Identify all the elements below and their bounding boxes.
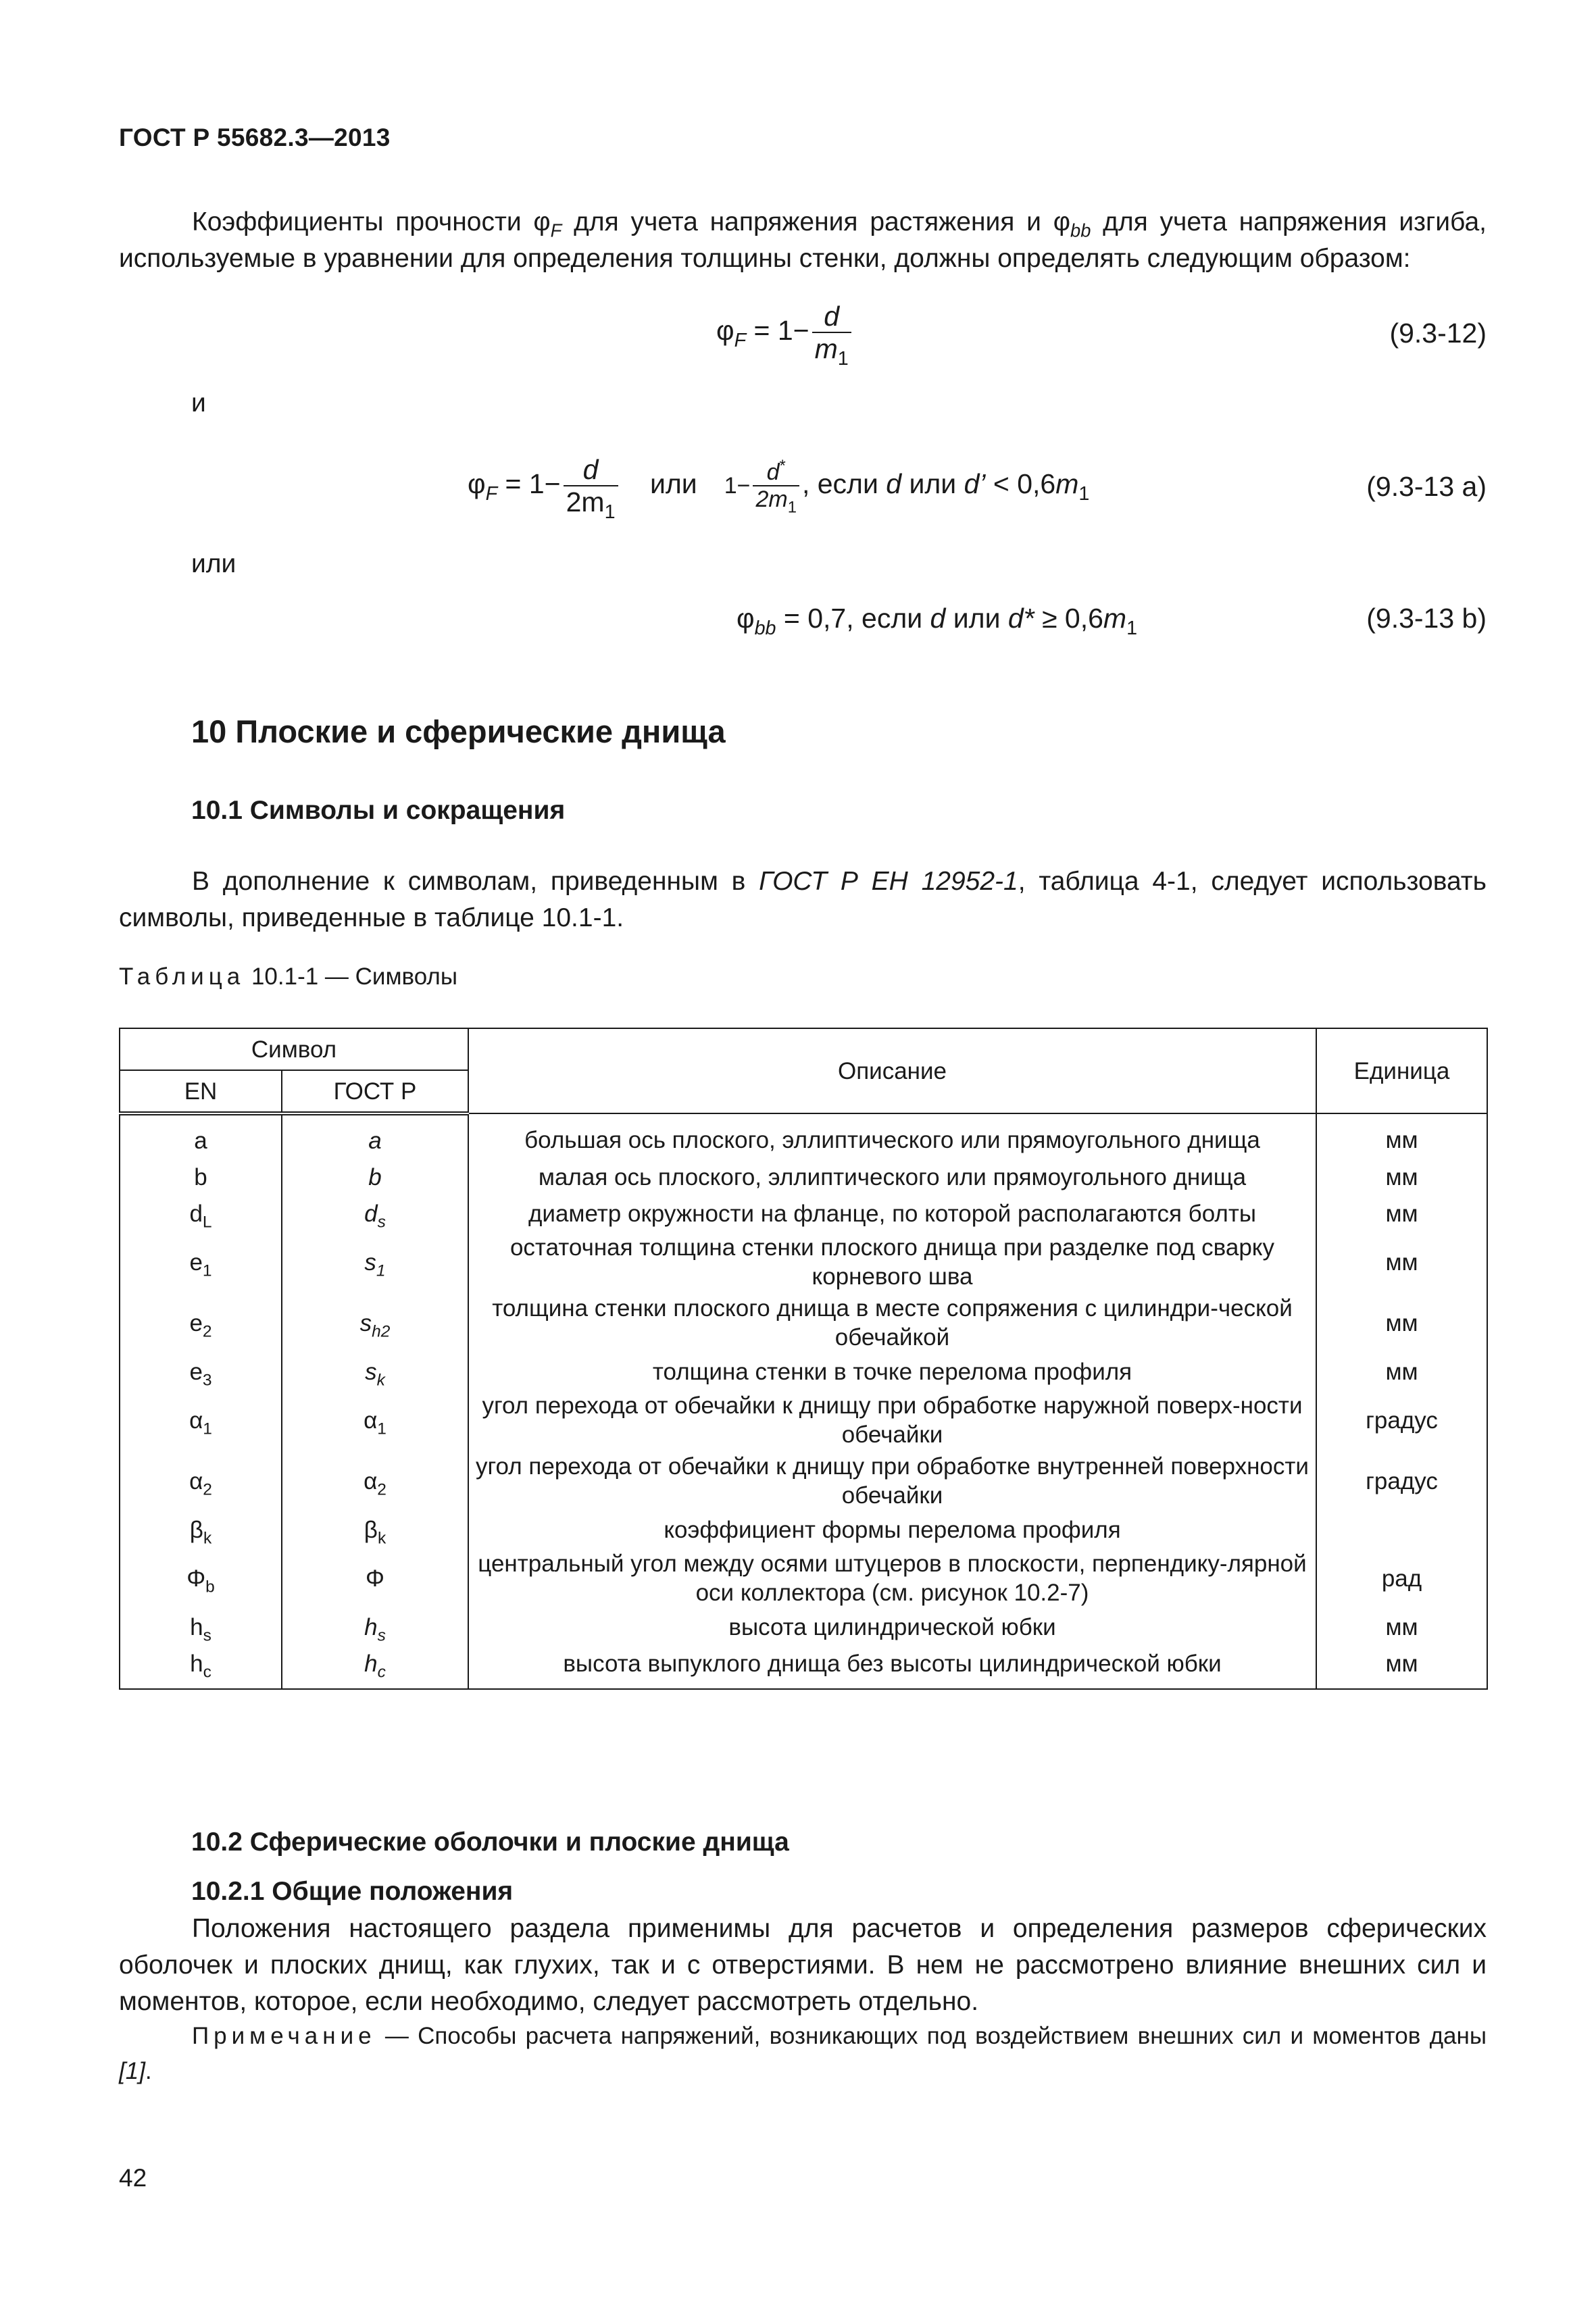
cell-symbol-en: $\beta_k$: [120, 1511, 282, 1548]
table-row: [120, 1232, 1487, 1292]
cell-description: малая ось плоского, эллиптического или прямоугольного днища: [468, 1159, 1316, 1195]
section-10-2-heading: 10.2 Сферические оболочки и плоские днища: [191, 1828, 789, 1857]
cell-description: угол перехода от обечайки к днищу при обработке наружной поверх-ности обечайки: [468, 1390, 1316, 1451]
cell-symbol-gost: $\alpha_1$: [282, 1390, 468, 1451]
table-row: [120, 1609, 1487, 1645]
equation-number: (9.3-13 b): [1366, 603, 1487, 634]
header-symbol: Символ: [120, 1028, 468, 1070]
table-row: [120, 1548, 1487, 1609]
cell-unit: мм: [1316, 1232, 1487, 1292]
intro-paragraph: Коэффициенты прочности $\varphi_F$ для учета напряжения растяжения и $\varphi_{bb}$ для учета напряжения изгиба, используемые в уравнении для определения толщины стенки, должны определять следующим образом:: [119, 207, 1487, 273]
cell-symbol-gost: Φ: [282, 1548, 468, 1609]
cell-symbol-en: $e_3$: [120, 1353, 282, 1390]
cell-symbol-gost: $h_c$: [282, 1645, 468, 1689]
equation-9-3-13a: $\varphi_F = 1-$ $\frac{d}{2m_1}$ или 1− $\frac{d^*}{2m_1}$ , если d или d’ < $0,6m_1$: [468, 454, 1090, 524]
cell-unit: мм: [1316, 1113, 1487, 1159]
table-caption: Таблица 10.1-1 — Символы: [119, 963, 458, 990]
cell-description: коэффициент формы перелома профиля: [468, 1511, 1316, 1548]
cell-unit: мм: [1316, 1292, 1487, 1353]
fraction: $\frac{d}{m_1}$: [812, 301, 851, 364]
cell-symbol-gost: $s_{h2}$: [282, 1292, 468, 1353]
cell-description: диаметр окружности на фланце, по которой располагаются болты: [468, 1195, 1316, 1232]
cell-description: большая ось плоского, эллиптического или прямоугольного днища: [468, 1113, 1316, 1159]
cell-unit: мм: [1316, 1159, 1487, 1195]
header-description: Описание: [468, 1028, 1316, 1113]
cell-symbol-en: $d_L$: [120, 1195, 282, 1232]
cell-unit: мм: [1316, 1609, 1487, 1645]
table-row: [120, 1292, 1487, 1353]
note: Примечание — Способы расчета напряжений, возникающих под воздействием внешних сил и моментов даны [1].: [119, 2023, 1487, 2084]
cell-symbol-gost: $h_s$: [282, 1609, 468, 1645]
cell-symbol-gost: $\beta_k$: [282, 1511, 468, 1548]
table-row: [120, 1451, 1487, 1511]
cell-symbol-en: b: [120, 1159, 282, 1195]
cell-symbol-en: $\alpha_1$: [120, 1390, 282, 1451]
cell-symbol-gost: $s_k$: [282, 1353, 468, 1390]
table-row: [120, 1113, 1487, 1159]
header-unit: Единица: [1316, 1028, 1487, 1113]
cell-unit: рад: [1316, 1548, 1487, 1609]
table-row: [120, 1159, 1487, 1195]
cell-description: остаточная толщина стенки плоского днища при разделке под сварку корневого шва: [468, 1232, 1316, 1292]
table-row: [120, 1195, 1487, 1232]
cell-symbol-en: $h_c$: [120, 1645, 282, 1689]
cell-symbol-gost: $s_1$: [282, 1232, 468, 1292]
section-10-1-heading: 10.1 Символы и сокращения: [191, 796, 566, 825]
cell-description: толщина стенки в точке перелома профиля: [468, 1353, 1316, 1390]
cell-description: центральный угол между осями штуцеров в плоскости, перпендику-лярной оси коллектора (см. рисунок 10.2-7): [468, 1548, 1316, 1609]
table-row: [120, 1645, 1487, 1689]
equation-9-3-13b: $\varphi_{bb} = 0,7$, если d или $d* \ge 0,6m_1$: [737, 603, 1138, 640]
cell-description: угол перехода от обечайки к днищу при обработке внутренней поверхности обечайки: [468, 1451, 1316, 1511]
section-10-2-1-heading: 10.2.1 Общие положения: [191, 1877, 514, 1906]
cell-unit: [1316, 1511, 1487, 1548]
conjunction-and: и: [191, 388, 206, 418]
cell-description: высота выпуклого днища без высоты цилиндрической юбки: [468, 1645, 1316, 1689]
equation-number: (9.3-13 a): [1366, 471, 1487, 502]
cell-unit: мм: [1316, 1353, 1487, 1390]
cell-symbol-gost: $\alpha_2$: [282, 1451, 468, 1511]
section-10-heading: 10 Плоские и сферические днища: [191, 713, 726, 749]
header-en: EN: [120, 1070, 282, 1113]
table-row: [120, 1390, 1487, 1451]
cell-symbol-en: $\alpha_2$: [120, 1451, 282, 1511]
table-row: [120, 1511, 1487, 1548]
cell-symbol-en: $h_s$: [120, 1609, 282, 1645]
section-10-1-paragraph: В дополнение к символам, приведенным в ГОСТ Р ЕН 12952-1, таблица 4-1, следует использовать символы, приведенные в таблице 10.1-1.: [119, 867, 1487, 932]
page-number: 42: [119, 2164, 147, 2192]
table-row: [120, 1353, 1487, 1390]
equation-number: (9.3-12): [1389, 318, 1487, 349]
cell-unit: градус: [1316, 1451, 1487, 1511]
cell-symbol-en: $\Phi_b$: [120, 1548, 282, 1609]
cell-description: высота цилиндрической юбки: [468, 1609, 1316, 1645]
header-gost: ГОСТ Р: [282, 1070, 468, 1113]
cell-symbol-gost: b: [282, 1159, 468, 1195]
symbols-table: [119, 1028, 1488, 1690]
cell-unit: градус: [1316, 1390, 1487, 1451]
equation-9-3-12: $\varphi_F = 1-$ $\frac{d}{m_1}$: [716, 301, 854, 364]
cell-symbol-en: $e_1$: [120, 1232, 282, 1292]
cell-unit: мм: [1316, 1645, 1487, 1689]
cell-symbol-en: $e_2$: [120, 1292, 282, 1353]
cell-symbol-en: a: [120, 1113, 282, 1159]
cell-unit: мм: [1316, 1195, 1487, 1232]
document-header: ГОСТ Р 55682.3—2013: [119, 124, 391, 151]
cell-symbol-gost: $d_s$: [282, 1195, 468, 1232]
conjunction-or: или: [191, 549, 236, 578]
cell-symbol-gost: a: [282, 1113, 468, 1159]
section-10-2-1-paragraph: Положения настоящего раздела применимы для расчетов и определения размеров сферических оболочек и плоских днищ, как глухих, так и с отверстиями. В нем не рассмотрено влияние внешних сил и моментов, которое, если необходимо, следует рассмотреть отдельно.: [119, 1914, 1487, 2016]
cell-description: толщина стенки плоского днища в месте сопряжения с цилиндри-ческой обечайкой: [468, 1292, 1316, 1353]
